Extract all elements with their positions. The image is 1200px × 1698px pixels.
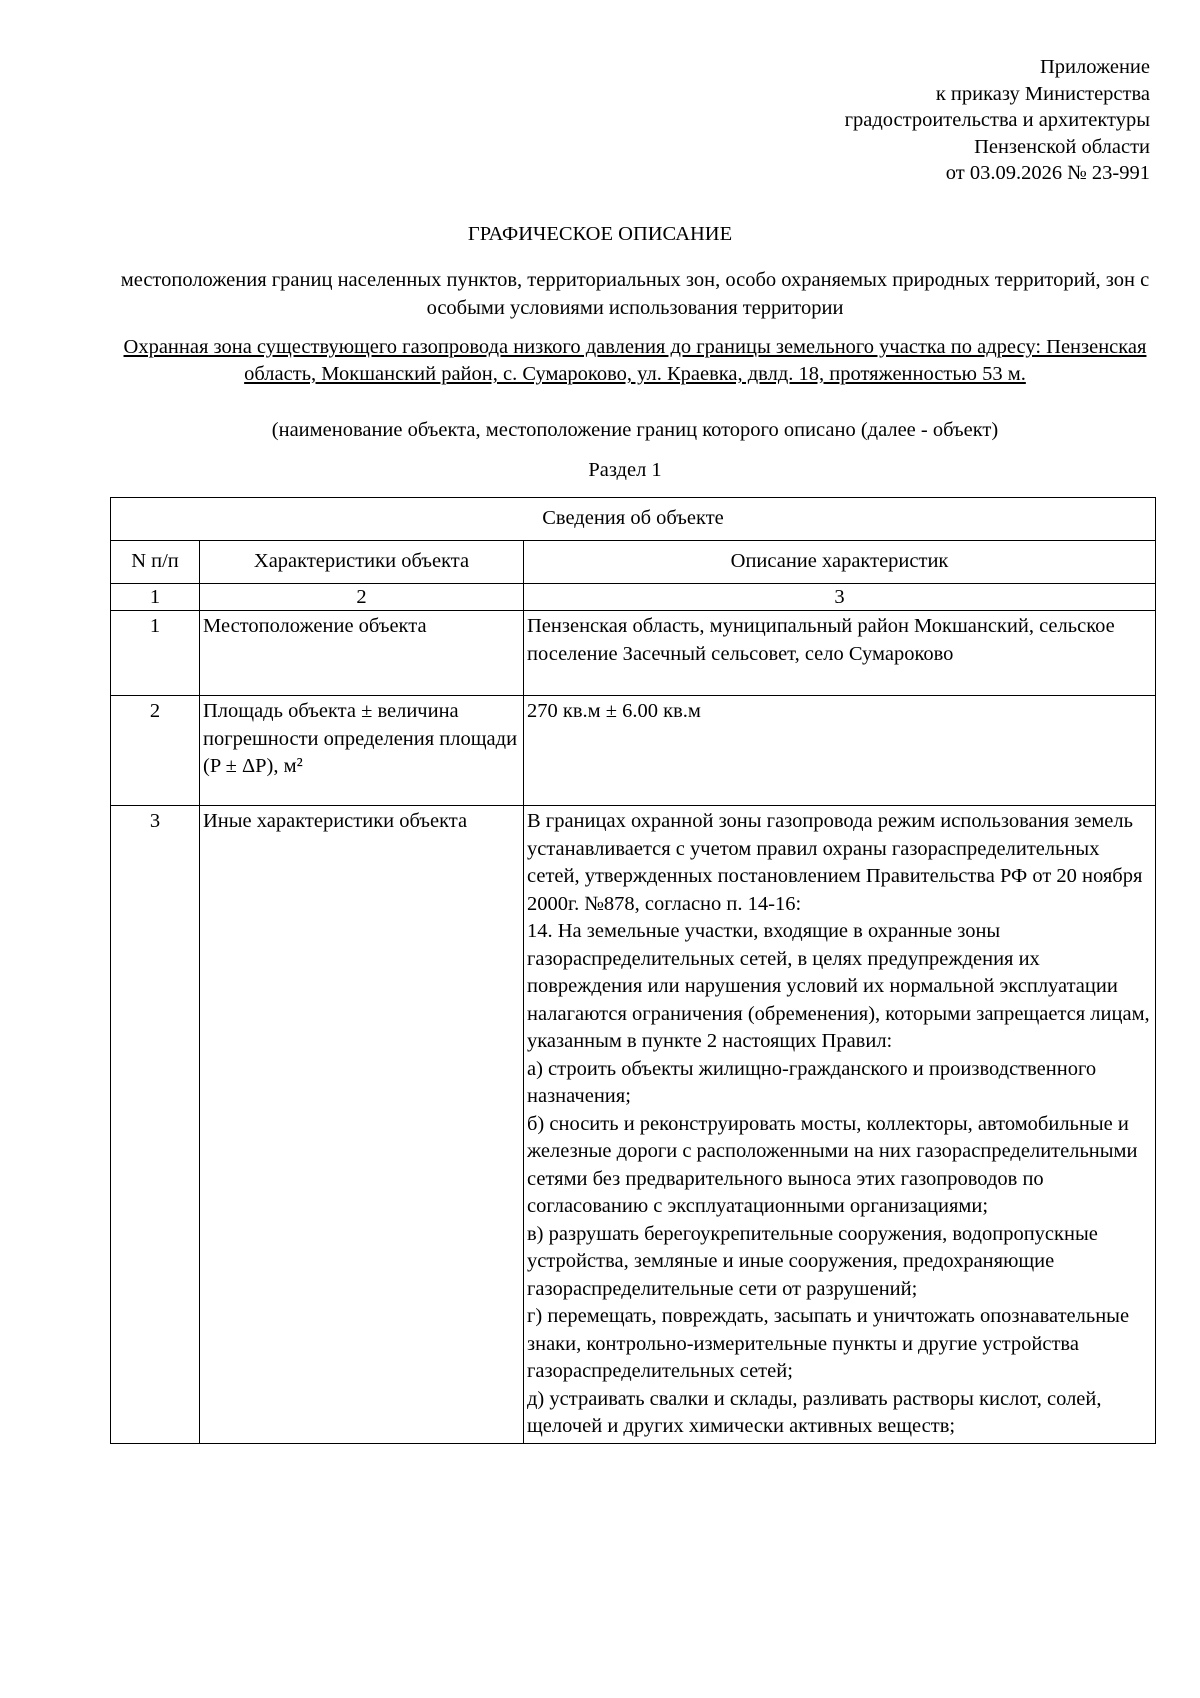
description-paragraph: 14. На земельные участки, входящие в охранные зоны газораспределительных сетей, в целях предупреждения их повреждения или нарушения условий их нормальной эксплуатации налагаются ограничения (обременения), которыми запрещается лицам, указанным в пункте 2 настоящих Правил: <box>527 920 1150 1052</box>
column-number: 2 <box>200 584 524 611</box>
header-cell-num: N п/п <box>111 541 200 584</box>
table-row <box>111 611 1156 696</box>
description-paragraph: а) строить объекты жилищно-гражданского и производственного назначения; <box>527 1057 1097 1107</box>
approval-header <box>600 54 1150 187</box>
header-line: к приказу Министерства <box>935 82 1150 105</box>
header-line: Приложение <box>1039 56 1150 78</box>
description-paragraph: в) разрушать берегоукрепительные сооружения, водопропускные устройства, земляные и иные сооружения, предохраняющие газораспределительные сети от разрушений; <box>527 1222 1098 1300</box>
row-description <box>524 806 1156 1444</box>
document-subtitle: местоположения границ населенных пунктов, территориальных зон, особо охраняемых природных территорий, зон с особыми условиями использования территории <box>120 269 1150 319</box>
object-name <box>110 334 1160 388</box>
header-line: градостроительства и архитектуры <box>844 109 1150 131</box>
description-paragraph: В границах охранной зоны газопровода режим использования земель устанавливается с учетом правил охраны газораспределительных сетей, утвержденных постановлением Правительства РФ от 20 ноября 2000г. №878, согласно п. 14-16: <box>527 810 1143 915</box>
section-title: Раздел 1 <box>588 459 662 481</box>
table-header-row <box>111 541 1156 584</box>
object-caption: (наименование объекта, местоположение границ которого описано (далее - объект) <box>271 419 999 441</box>
row-number: 1 <box>111 611 200 696</box>
header-cell-characteristic: Характеристики объекта <box>200 541 524 584</box>
object-name-text: Охранная зона существующего газопровода низкого давления до границы земельного участка по адресу: Пензенская область, Мокшанский район, с. Сумароково, ул. Краевка, двлд. 18, протяженностью 53 м. <box>123 336 1147 385</box>
column-number-row <box>111 584 1156 611</box>
description-paragraph: д) устраивать свалки и склады, разливать растворы кислот, солей, щелочей и других химически активных веществ; <box>527 1387 1102 1437</box>
row-characteristic: Иные характеристики объекта <box>200 806 524 1444</box>
column-number: 3 <box>524 584 1156 611</box>
row-description <box>524 696 1156 806</box>
table-row <box>111 696 1156 806</box>
table-row <box>111 806 1156 1444</box>
table-caption: Сведения об объекте <box>111 498 1156 541</box>
row-characteristic: Местоположение объекта <box>200 611 524 696</box>
description-paragraph: 270 кв.м ± 6.00 кв.м <box>527 700 701 722</box>
document-title: ГРАФИЧЕСКОЕ ОПИСАНИЕ <box>467 223 733 245</box>
row-description <box>524 611 1156 696</box>
row-number: 3 <box>111 806 200 1444</box>
description-paragraph: Пензенская область, муниципальный район Мокшанский, сельское поселение Засечный сельсовет, село Сумароково <box>527 615 1115 665</box>
object-info-table <box>110 497 1156 1444</box>
header-line: от 03.09.2026 № 23-991 <box>945 162 1150 184</box>
row-number: 2 <box>111 696 200 806</box>
table-caption-row <box>111 498 1156 541</box>
header-line: Пензенской области <box>974 135 1150 158</box>
description-paragraph: б) сносить и реконструировать мосты, коллекторы, автомобильные и железные дороги с расположенными на них газораспределительными сетями без предварительного выноса этих газопроводов по согласованию с эксплуатационными организациями; <box>527 1112 1138 1217</box>
row-characteristic: Площадь объекта ± величина погрешности определения площади (P ± ΔP), м² <box>200 696 524 806</box>
column-number: 1 <box>111 584 200 611</box>
header-cell-description: Описание характеристик <box>524 541 1156 584</box>
description-paragraph: г) перемещать, повреждать, засыпать и уничтожать опознавательные знаки, контрольно-измерительные пункты и другие устройства газораспределительных сетей; <box>527 1305 1130 1382</box>
